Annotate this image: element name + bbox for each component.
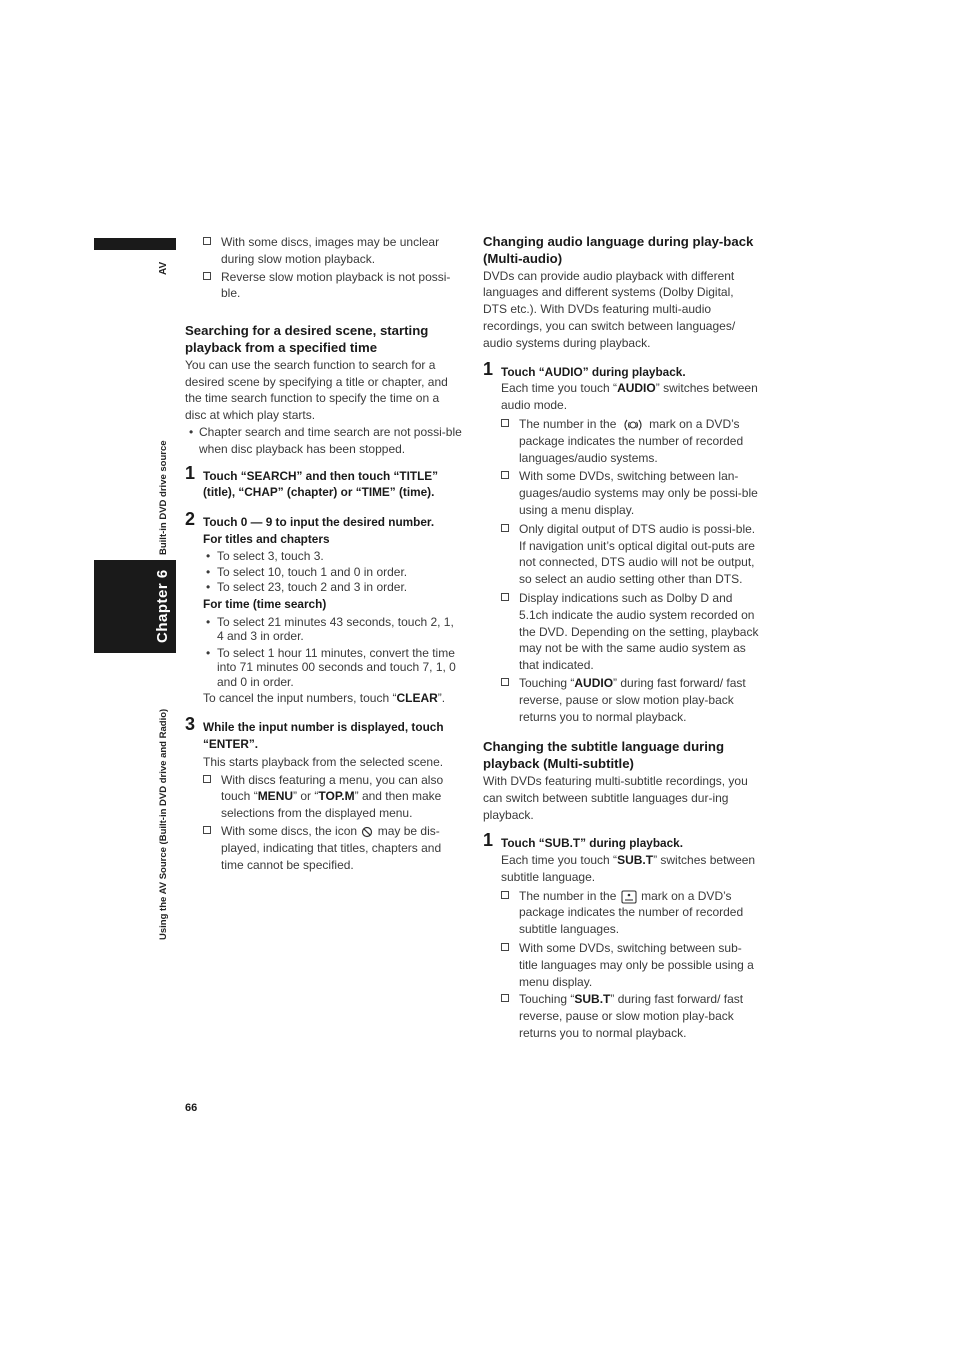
checkbox-bullet-icon (501, 471, 509, 479)
sidebar-av-label: AV (158, 261, 169, 275)
audio-intro: DVDs can provide audio playback with different languages and different systems (Dolby Digital, DTS etc.). With DVDs featuring multi-audio recordings, you can switch between languages/ audio systems during playback. (483, 268, 736, 350)
audio-step-body: Each time you touch “AUDIO” switches between audio mode. (501, 381, 758, 413)
section-heading-audio: Changing audio language during play-back (Multi-audio) (483, 234, 754, 266)
note: With discs featuring a menu, you can also touch “MENU” or “TOP.M” and then make selections from the displayed menu. (185, 772, 463, 822)
right-column (483, 234, 759, 1042)
subheading-time: For time (time search) (203, 597, 327, 612)
sidebar-chapter-title: Using the AV Source (Built-in DVD drive and Radio) (158, 708, 169, 940)
step-1: 1 Touch “SEARCH” and then touch “TITLE” (title), “CHAP” (chapter) or “TIME” (time). (185, 462, 439, 500)
note: Touching “AUDIO” during fast forward/ fast reverse, pause or slow motion play-back returns you to normal playback. (483, 675, 759, 725)
prohibited-icon (360, 826, 374, 838)
subheading-titles: For titles and chapters (203, 531, 330, 546)
note: Touching “SUB.T” during fast forward/ fast reverse, pause or slow motion play-back returns you to normal playback. (483, 991, 759, 1041)
audio-step-1: 1 Touch “AUDIO” during playback. (483, 358, 686, 379)
list-item: • To select 1 hour 11 minutes, convert the time into 71 minutes 00 seconds and touch 7, 1, 0 and 0 in order. (206, 645, 456, 689)
note: The number in the mark on a DVD’s package indicates the number of recorded subtitle languages. (483, 888, 759, 938)
checkbox-bullet-icon (203, 826, 211, 834)
note: Only digital output of DTS audio is possi-ble. If navigation unit’s optical digital out-puts are not connected, DTS audio will not be output, so select an audio setting other than DTS. (483, 521, 759, 588)
section-heading-search: Searching for a desired scene, starting playback from a specified time (185, 323, 429, 355)
note: The number in the mark on a DVD’s package indicates the number of recorded languages/audio systems. (483, 416, 759, 466)
step-3-body: This starts playback from the selected scene. (203, 754, 444, 769)
left-column (185, 234, 463, 873)
list-item: • To select 23, touch 2 and 3 in order. (206, 580, 408, 595)
subtitle-step-body: Each time you touch “SUB.T” switches between subtitle language. (501, 853, 756, 884)
note: With some discs, images may be unclear during slow motion playback. (185, 234, 463, 268)
checkbox-bullet-icon (501, 678, 509, 686)
checkbox-bullet-icon (501, 943, 509, 951)
page-number: 66 (185, 1102, 198, 1114)
checkbox-bullet-icon (501, 524, 509, 532)
step-2: 2 Touch 0 — 9 to input the desired number. (185, 509, 435, 530)
step-3: 3 While the input number is displayed, touch “ENTER”. (185, 714, 444, 752)
list-item: • To select 21 minutes 43 seconds, touch 2, 1, 4 and 3 in order. (206, 614, 454, 644)
note: With some discs, the icon may be dis-played, indicating that titles, chapters and time cannot be specified. (185, 823, 463, 873)
chapter-label: Chapter 6 (154, 569, 171, 643)
list-item: • Chapter search and time search are not possi-ble when disc playback has been stopped. (189, 424, 462, 456)
search-intro: You can use the search function to search for a desired scene by specifying a title or chapter, and the time search function to specify the time on a disc at which play starts. (185, 357, 448, 423)
list-item: • To select 3, touch 3. (206, 548, 324, 563)
checkbox-bullet-icon (203, 272, 211, 280)
sidebar-section-label: Built-in DVD drive source (158, 440, 169, 555)
checkbox-bullet-icon (501, 994, 509, 1002)
subtitle-intro: With DVDs featuring multi-subtitle recordings, you can switch between subtitle languages dur-ing playback. (483, 773, 748, 822)
multi-subtitle-mark-icon (620, 890, 638, 904)
cancel-text: To cancel the input numbers, touch “CLEAR”. (203, 691, 446, 706)
subtitle-step-1: 1 Touch “SUB.T” during playback. (483, 830, 683, 851)
list-item: • To select 10, touch 1 and 0 in order. (206, 564, 408, 579)
note: Reverse slow motion playback is not possi-ble. (185, 269, 463, 303)
checkbox-bullet-icon (203, 775, 211, 783)
checkbox-bullet-icon (203, 237, 211, 245)
section-heading-subtitle: Changing the subtitle language during playback (Multi-subtitle) (483, 739, 725, 772)
note: Display indications such as Dolby D and 5.1ch indicate the audio system recorded on the DVD. Depending on the setting, playback may not be with the same audio system as that indicated. (483, 590, 759, 674)
checkbox-bullet-icon (501, 891, 509, 899)
checkbox-bullet-icon (501, 593, 509, 601)
note: With some DVDs, switching between sub-title languages may only be possible using a menu display. (483, 940, 759, 990)
checkbox-bullet-icon (501, 419, 509, 427)
multi-audio-mark-icon (620, 418, 646, 432)
sidebar-top-bar (94, 238, 176, 250)
note: With some DVDs, switching between lan-guages/audio systems may only be possi-ble using a menu display. (483, 468, 759, 518)
